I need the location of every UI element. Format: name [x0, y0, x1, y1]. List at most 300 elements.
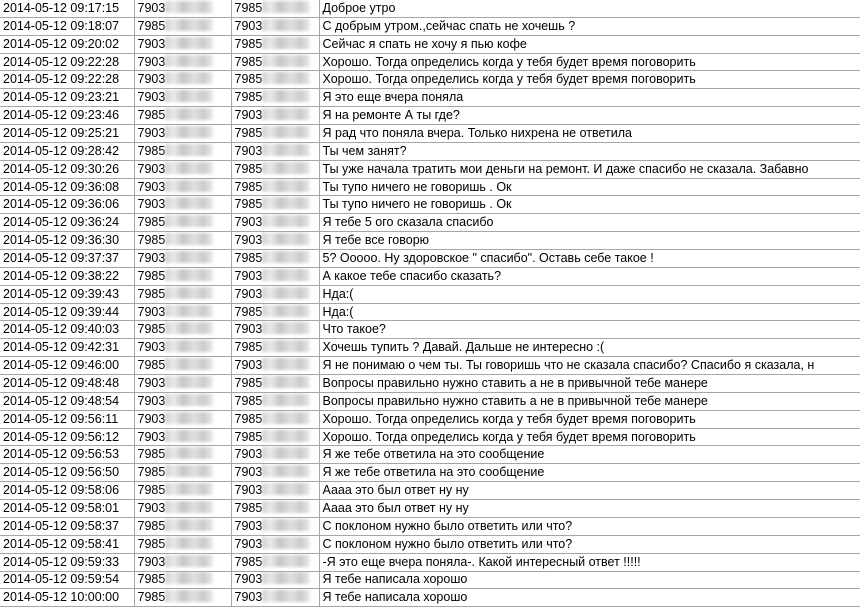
cell-recipient-number[interactable]: [231, 589, 319, 607]
redacted-digits: [262, 590, 310, 602]
table-row[interactable]: [0, 482, 860, 500]
redacted-digits: [262, 465, 310, 477]
redacted-digits: [165, 340, 213, 352]
redacted-digits: [165, 537, 213, 549]
table-row[interactable]: [0, 196, 860, 214]
cell-timestamp[interactable]: 2014-05-12 09:22:28: [0, 53, 134, 71]
table-row[interactable]: [0, 357, 860, 375]
recipient-number-prefix: 7903: [234, 215, 263, 230]
cell-recipient-number[interactable]: [231, 464, 319, 482]
cell-recipient-number[interactable]: [231, 107, 319, 125]
redacted-digits: [262, 287, 310, 299]
redacted-digits: [165, 55, 213, 67]
redacted-digits: [165, 572, 213, 584]
redacted-digits: [262, 555, 310, 567]
table-row[interactable]: [0, 285, 860, 303]
cell-timestamp[interactable]: 2014-05-12 09:36:30: [0, 232, 134, 250]
redacted-digits: [165, 19, 213, 31]
cell-timestamp[interactable]: 2014-05-12 09:39:43: [0, 285, 134, 303]
redacted-digits: [165, 430, 213, 442]
cell-message-text[interactable]: Я тебе написала хорошо: [319, 571, 860, 589]
recipient-number-prefix: 7903: [234, 18, 263, 33]
sender-number-prefix: 7985: [137, 483, 166, 498]
cell-message-text[interactable]: -Я это еще вчера поняла-. Какой интересный ответ !!!!!: [319, 553, 860, 571]
redacted-digits: [165, 215, 213, 227]
redacted-digits: [165, 90, 213, 102]
cell-recipient-number[interactable]: [231, 500, 319, 518]
sender-number-prefix: 7985: [137, 590, 166, 605]
redacted-digits: [262, 144, 310, 156]
cell-recipient-number[interactable]: [231, 142, 319, 160]
sender-number-prefix: 7985: [137, 572, 166, 587]
recipient-number-prefix: 7985: [234, 161, 263, 176]
cell-message-text[interactable]: 5? Ооооо. Ну здоровское " спасибо". Оставь себе такое !: [319, 250, 860, 268]
cell-sender-number[interactable]: [134, 517, 231, 535]
redacted-digits: [165, 233, 213, 245]
table-row[interactable]: [0, 535, 860, 553]
cell-message-text[interactable]: Доброе утро: [319, 0, 860, 17]
cell-timestamp[interactable]: 2014-05-12 09:38:22: [0, 267, 134, 285]
sender-number-prefix: 7985: [137, 465, 166, 480]
redacted-digits: [262, 537, 310, 549]
redacted-digits: [165, 519, 213, 531]
cell-recipient-number[interactable]: [231, 17, 319, 35]
cell-sender-number[interactable]: [134, 142, 231, 160]
cell-recipient-number[interactable]: [231, 482, 319, 500]
cell-timestamp[interactable]: 2014-05-12 09:30:26: [0, 160, 134, 178]
sender-number-prefix: 7903: [137, 304, 166, 319]
table-row[interactable]: [0, 571, 860, 589]
table-row[interactable]: [0, 107, 860, 125]
cell-sender-number[interactable]: [134, 196, 231, 214]
cell-sender-number[interactable]: [134, 89, 231, 107]
cell-recipient-number[interactable]: [231, 160, 319, 178]
cell-sender-number[interactable]: [134, 321, 231, 339]
cell-sender-number[interactable]: [134, 250, 231, 268]
cell-sender-number[interactable]: [134, 589, 231, 607]
sender-number-prefix: 7903: [137, 340, 166, 355]
table-row[interactable]: [0, 178, 860, 196]
recipient-number-prefix: 7985: [234, 36, 263, 51]
cell-message-text[interactable]: Ты чем занят?: [319, 142, 860, 160]
cell-timestamp[interactable]: 2014-05-12 09:22:28: [0, 71, 134, 89]
sender-number-prefix: 7985: [137, 233, 166, 248]
redacted-digits: [165, 269, 213, 281]
cell-recipient-number[interactable]: [231, 250, 319, 268]
recipient-number-prefix: 7903: [234, 447, 263, 462]
cell-recipient-number[interactable]: [231, 303, 319, 321]
redacted-digits: [262, 269, 310, 281]
cell-message-text[interactable]: Я рад что поняла вчера. Только нихрена не ответила: [319, 125, 860, 143]
recipient-number-prefix: 7903: [234, 590, 263, 605]
redacted-digits: [165, 447, 213, 459]
redacted-digits: [262, 519, 310, 531]
recipient-number-prefix: 7903: [234, 286, 263, 301]
sender-number-prefix: 7903: [137, 393, 166, 408]
table-row[interactable]: [0, 464, 860, 482]
sender-number-prefix: 7985: [137, 358, 166, 373]
redacted-digits: [165, 251, 213, 263]
sender-number-prefix: 7985: [137, 143, 166, 158]
redacted-digits: [262, 394, 310, 406]
sender-number-prefix: 7903: [137, 0, 166, 15]
sender-number-prefix: 7985: [137, 108, 166, 123]
cell-recipient-number[interactable]: [231, 267, 319, 285]
table-row[interactable]: [0, 303, 860, 321]
cell-recipient-number[interactable]: [231, 0, 319, 17]
cell-timestamp[interactable]: 2014-05-12 09:56:11: [0, 410, 134, 428]
redacted-digits: [262, 358, 310, 370]
cell-timestamp[interactable]: 2014-05-12 09:56:50: [0, 464, 134, 482]
recipient-number-prefix: 7985: [234, 0, 263, 15]
table-row[interactable]: [0, 500, 860, 518]
cell-recipient-number[interactable]: [231, 517, 319, 535]
redacted-digits: [165, 72, 213, 84]
cell-message-text[interactable]: Я тебе написала хорошо: [319, 589, 860, 607]
cell-message-text[interactable]: Что такое?: [319, 321, 860, 339]
cell-timestamp[interactable]: 2014-05-12 10:00:00: [0, 589, 134, 607]
cell-timestamp[interactable]: 2014-05-12 09:18:07: [0, 17, 134, 35]
redacted-digits: [262, 233, 310, 245]
redacted-digits: [165, 144, 213, 156]
cell-recipient-number[interactable]: [231, 339, 319, 357]
cell-sender-number[interactable]: [134, 35, 231, 53]
table-row[interactable]: [0, 125, 860, 143]
cell-sender-number[interactable]: [134, 357, 231, 375]
sender-number-prefix: 7903: [137, 375, 166, 390]
cell-sender-number[interactable]: [134, 125, 231, 143]
cell-message-text[interactable]: Вопросы правильно нужно ставить а не в привычной тебе манере: [319, 392, 860, 410]
sender-number-prefix: 7903: [137, 72, 166, 87]
cell-message-text[interactable]: Я же тебе ответила на это сообщение: [319, 464, 860, 482]
cell-recipient-number[interactable]: [231, 535, 319, 553]
redacted-digits: [165, 37, 213, 49]
cell-timestamp[interactable]: 2014-05-12 09:36:06: [0, 196, 134, 214]
cell-recipient-number[interactable]: [231, 53, 319, 71]
recipient-number-prefix: 7985: [234, 54, 263, 69]
cell-recipient-number[interactable]: [231, 392, 319, 410]
table-row[interactable]: [0, 71, 860, 89]
cell-recipient-number[interactable]: [231, 125, 319, 143]
redacted-digits: [262, 430, 310, 442]
cell-sender-number[interactable]: [134, 500, 231, 518]
cell-message-text[interactable]: Хорошо. Тогда определись когда у тебя будет время поговорить: [319, 410, 860, 428]
table-row[interactable]: [0, 0, 860, 17]
redacted-digits: [165, 162, 213, 174]
recipient-number-prefix: 7985: [234, 429, 263, 444]
redacted-digits: [262, 19, 310, 31]
cell-message-text[interactable]: Хорошо. Тогда определись когда у тебя будет время поговорить: [319, 71, 860, 89]
recipient-number-prefix: 7985: [234, 179, 263, 194]
cell-sender-number[interactable]: [134, 160, 231, 178]
cell-timestamp[interactable]: 2014-05-12 09:36:08: [0, 178, 134, 196]
recipient-number-prefix: 7985: [234, 554, 263, 569]
cell-timestamp[interactable]: 2014-05-12 09:40:03: [0, 321, 134, 339]
cell-timestamp[interactable]: 2014-05-12 09:42:31: [0, 339, 134, 357]
cell-sender-number[interactable]: [134, 17, 231, 35]
recipient-number-prefix: 7903: [234, 268, 263, 283]
cell-recipient-number[interactable]: [231, 446, 319, 464]
cell-recipient-number[interactable]: [231, 71, 319, 89]
redacted-digits: [262, 72, 310, 84]
table-row[interactable]: [0, 375, 860, 393]
redacted-digits: [165, 305, 213, 317]
redacted-digits: [262, 215, 310, 227]
sender-number-prefix: 7903: [137, 36, 166, 51]
redacted-digits: [165, 126, 213, 138]
cell-sender-number[interactable]: [134, 482, 231, 500]
redacted-digits: [165, 590, 213, 602]
redacted-digits: [262, 305, 310, 317]
sender-number-prefix: 7903: [137, 429, 166, 444]
recipient-number-prefix: 7985: [234, 375, 263, 390]
recipient-number-prefix: 7985: [234, 250, 263, 265]
cell-sender-number[interactable]: [134, 53, 231, 71]
redacted-digits: [165, 108, 213, 120]
recipient-number-prefix: 7985: [234, 197, 263, 212]
cell-sender-number[interactable]: [134, 553, 231, 571]
cell-timestamp[interactable]: 2014-05-12 09:23:46: [0, 107, 134, 125]
sender-number-prefix: 7985: [137, 268, 166, 283]
cell-message-text[interactable]: Ты уже начала тратить мои деньги на ремонт. И даже спасибо не сказала. Забавно: [319, 160, 860, 178]
cell-sender-number[interactable]: [134, 339, 231, 357]
cell-message-text[interactable]: Нда:(: [319, 285, 860, 303]
redacted-digits: [165, 358, 213, 370]
cell-message-text[interactable]: Я тебе 5 ого сказала спасибо: [319, 214, 860, 232]
recipient-number-prefix: 7985: [234, 393, 263, 408]
cell-sender-number[interactable]: [134, 535, 231, 553]
sender-number-prefix: 7985: [137, 215, 166, 230]
cell-recipient-number[interactable]: [231, 410, 319, 428]
table-row[interactable]: [0, 35, 860, 53]
cell-message-text[interactable]: Нда:(: [319, 303, 860, 321]
cell-timestamp[interactable]: 2014-05-12 09:48:54: [0, 392, 134, 410]
sender-number-prefix: 7985: [137, 536, 166, 551]
cell-recipient-number[interactable]: [231, 232, 319, 250]
table-row[interactable]: [0, 428, 860, 446]
redacted-digits: [165, 180, 213, 192]
table-row[interactable]: [0, 160, 860, 178]
cell-timestamp[interactable]: 2014-05-12 09:56:12: [0, 428, 134, 446]
redacted-digits: [262, 90, 310, 102]
cell-message-text[interactable]: Аааа это был ответ ну ну: [319, 500, 860, 518]
cell-sender-number[interactable]: [134, 446, 231, 464]
redacted-digits: [165, 1, 213, 13]
recipient-number-prefix: 7985: [234, 90, 263, 105]
sender-number-prefix: 7985: [137, 322, 166, 337]
cell-timestamp[interactable]: 2014-05-12 09:46:00: [0, 357, 134, 375]
sender-number-prefix: 7903: [137, 54, 166, 69]
sender-number-prefix: 7903: [137, 250, 166, 265]
redacted-digits: [165, 287, 213, 299]
redacted-digits: [165, 322, 213, 334]
recipient-number-prefix: 7903: [234, 233, 263, 248]
redacted-digits: [165, 501, 213, 513]
cell-message-text[interactable]: Ты тупо ничего не говоришь . Ок: [319, 178, 860, 196]
cell-recipient-number[interactable]: [231, 196, 319, 214]
cell-timestamp[interactable]: 2014-05-12 09:56:53: [0, 446, 134, 464]
recipient-number-prefix: 7985: [234, 411, 263, 426]
cell-recipient-number[interactable]: [231, 357, 319, 375]
sender-number-prefix: 7903: [137, 125, 166, 140]
cell-timestamp[interactable]: 2014-05-12 09:58:01: [0, 500, 134, 518]
cell-sender-number[interactable]: [134, 232, 231, 250]
cell-message-text[interactable]: Ты тупо ничего не говоришь . Ок: [319, 196, 860, 214]
recipient-number-prefix: 7985: [234, 500, 263, 515]
table-row[interactable]: [0, 553, 860, 571]
cell-timestamp[interactable]: 2014-05-12 09:25:21: [0, 125, 134, 143]
cell-sender-number[interactable]: [134, 392, 231, 410]
redacted-digits: [262, 376, 310, 388]
redacted-digits: [262, 1, 310, 13]
redacted-digits: [262, 447, 310, 459]
cell-message-text[interactable]: Я же тебе ответила на это сообщение: [319, 446, 860, 464]
cell-timestamp[interactable]: 2014-05-12 09:37:37: [0, 250, 134, 268]
table-row[interactable]: [0, 446, 860, 464]
table-row[interactable]: [0, 392, 860, 410]
cell-sender-number[interactable]: [134, 267, 231, 285]
cell-recipient-number[interactable]: [231, 89, 319, 107]
sender-number-prefix: 7985: [137, 518, 166, 533]
recipient-number-prefix: 7985: [234, 304, 263, 319]
cell-message-text[interactable]: С добрым утром.,сейчас спать не хочешь ?: [319, 17, 860, 35]
cell-sender-number[interactable]: [134, 428, 231, 446]
table-row[interactable]: [0, 321, 860, 339]
cell-timestamp[interactable]: 2014-05-12 09:20:02: [0, 35, 134, 53]
cell-sender-number[interactable]: [134, 0, 231, 17]
cell-timestamp[interactable]: 2014-05-12 09:58:41: [0, 535, 134, 553]
recipient-number-prefix: 7985: [234, 340, 263, 355]
cell-recipient-number[interactable]: [231, 321, 319, 339]
sender-number-prefix: 7903: [137, 411, 166, 426]
cell-sender-number[interactable]: [134, 303, 231, 321]
cell-message-text[interactable]: Аааа это был ответ ну ну: [319, 482, 860, 500]
cell-timestamp[interactable]: 2014-05-12 09:58:37: [0, 517, 134, 535]
cell-timestamp[interactable]: 2014-05-12 09:39:44: [0, 303, 134, 321]
cell-recipient-number[interactable]: [231, 375, 319, 393]
cell-timestamp[interactable]: 2014-05-12 09:36:24: [0, 214, 134, 232]
cell-message-text[interactable]: Я это еще вчера поняла: [319, 89, 860, 107]
cell-message-text[interactable]: С поклоном нужно было ответить или что?: [319, 517, 860, 535]
recipient-number-prefix: 7903: [234, 322, 263, 337]
table-row[interactable]: [0, 53, 860, 71]
cell-recipient-number[interactable]: [231, 553, 319, 571]
recipient-number-prefix: 7985: [234, 72, 263, 87]
redacted-digits: [262, 572, 310, 584]
sender-number-prefix: 7903: [137, 197, 166, 212]
redacted-digits: [262, 412, 310, 424]
cell-message-text[interactable]: С поклоном нужно было ответить или что?: [319, 535, 860, 553]
cell-timestamp[interactable]: 2014-05-12 09:59:54: [0, 571, 134, 589]
redacted-digits: [262, 180, 310, 192]
cell-sender-number[interactable]: [134, 464, 231, 482]
sender-number-prefix: 7903: [137, 500, 166, 515]
cell-timestamp[interactable]: 2014-05-12 09:48:48: [0, 375, 134, 393]
redacted-digits: [165, 555, 213, 567]
redacted-digits: [165, 394, 213, 406]
cell-timestamp[interactable]: 2014-05-12 09:58:06: [0, 482, 134, 500]
sender-number-prefix: 7903: [137, 161, 166, 176]
redacted-digits: [165, 465, 213, 477]
cell-message-text[interactable]: Я на ремонте А ты где?: [319, 107, 860, 125]
redacted-digits: [262, 483, 310, 495]
redacted-digits: [262, 126, 310, 138]
cell-message-text[interactable]: Хочешь тупить ? Давай. Дальше не интересно :(: [319, 339, 860, 357]
table-row[interactable]: [0, 250, 860, 268]
cell-message-text[interactable]: Вопросы правильно нужно ставить а не в привычной тебе манере: [319, 375, 860, 393]
cell-sender-number[interactable]: [134, 214, 231, 232]
cell-recipient-number[interactable]: [231, 35, 319, 53]
cell-recipient-number[interactable]: [231, 178, 319, 196]
sender-number-prefix: 7985: [137, 447, 166, 462]
cell-sender-number[interactable]: [134, 410, 231, 428]
table-row[interactable]: [0, 214, 860, 232]
cell-message-text[interactable]: Хорошо. Тогда определись когда у тебя будет время поговорить: [319, 53, 860, 71]
cell-message-text[interactable]: Я не понимаю о чем ты. Ты говоришь что не сказала спасибо? Спасибо я сказала, н: [319, 357, 860, 375]
cell-sender-number[interactable]: [134, 285, 231, 303]
recipient-number-prefix: 7903: [234, 572, 263, 587]
cell-recipient-number[interactable]: [231, 285, 319, 303]
redacted-digits: [262, 197, 310, 209]
cell-timestamp[interactable]: 2014-05-12 09:23:21: [0, 89, 134, 107]
sender-number-prefix: 7985: [137, 286, 166, 301]
recipient-number-prefix: 7903: [234, 465, 263, 480]
table-row[interactable]: [0, 232, 860, 250]
sender-number-prefix: 7903: [137, 554, 166, 569]
table-row[interactable]: [0, 517, 860, 535]
cell-sender-number[interactable]: [134, 71, 231, 89]
redacted-digits: [262, 55, 310, 67]
table-row[interactable]: [0, 339, 860, 357]
cell-recipient-number[interactable]: [231, 214, 319, 232]
cell-sender-number[interactable]: [134, 107, 231, 125]
table-row[interactable]: [0, 89, 860, 107]
table-row[interactable]: [0, 267, 860, 285]
recipient-number-prefix: 7903: [234, 536, 263, 551]
cell-sender-number[interactable]: [134, 571, 231, 589]
recipient-number-prefix: 7903: [234, 483, 263, 498]
cell-message-text[interactable]: А какое тебе спасибо сказать?: [319, 267, 860, 285]
cell-message-text[interactable]: Я тебе все говорю: [319, 232, 860, 250]
table-row[interactable]: [0, 142, 860, 160]
cell-timestamp[interactable]: 2014-05-12 09:17:15: [0, 0, 134, 17]
recipient-number-prefix: 7985: [234, 125, 263, 140]
redacted-digits: [165, 412, 213, 424]
redacted-digits: [262, 162, 310, 174]
redacted-digits: [165, 197, 213, 209]
redacted-digits: [262, 251, 310, 263]
redacted-digits: [262, 340, 310, 352]
cell-message-text[interactable]: Хорошо. Тогда определись когда у тебя будет время поговорить: [319, 428, 860, 446]
redacted-digits: [262, 108, 310, 120]
sender-number-prefix: 7985: [137, 18, 166, 33]
sender-number-prefix: 7903: [137, 90, 166, 105]
cell-sender-number[interactable]: [134, 375, 231, 393]
cell-timestamp[interactable]: 2014-05-12 09:59:33: [0, 553, 134, 571]
recipient-number-prefix: 7903: [234, 358, 263, 373]
cell-sender-number[interactable]: [134, 178, 231, 196]
cell-timestamp[interactable]: 2014-05-12 09:28:42: [0, 142, 134, 160]
cell-message-text[interactable]: Сейчас я спать не хочу я пью кофе: [319, 35, 860, 53]
cell-recipient-number[interactable]: [231, 428, 319, 446]
table-row[interactable]: [0, 410, 860, 428]
cell-recipient-number[interactable]: [231, 571, 319, 589]
recipient-number-prefix: 7903: [234, 518, 263, 533]
redacted-digits: [262, 501, 310, 513]
table-row[interactable]: [0, 589, 860, 607]
sender-number-prefix: 7903: [137, 179, 166, 194]
table-row[interactable]: [0, 17, 860, 35]
